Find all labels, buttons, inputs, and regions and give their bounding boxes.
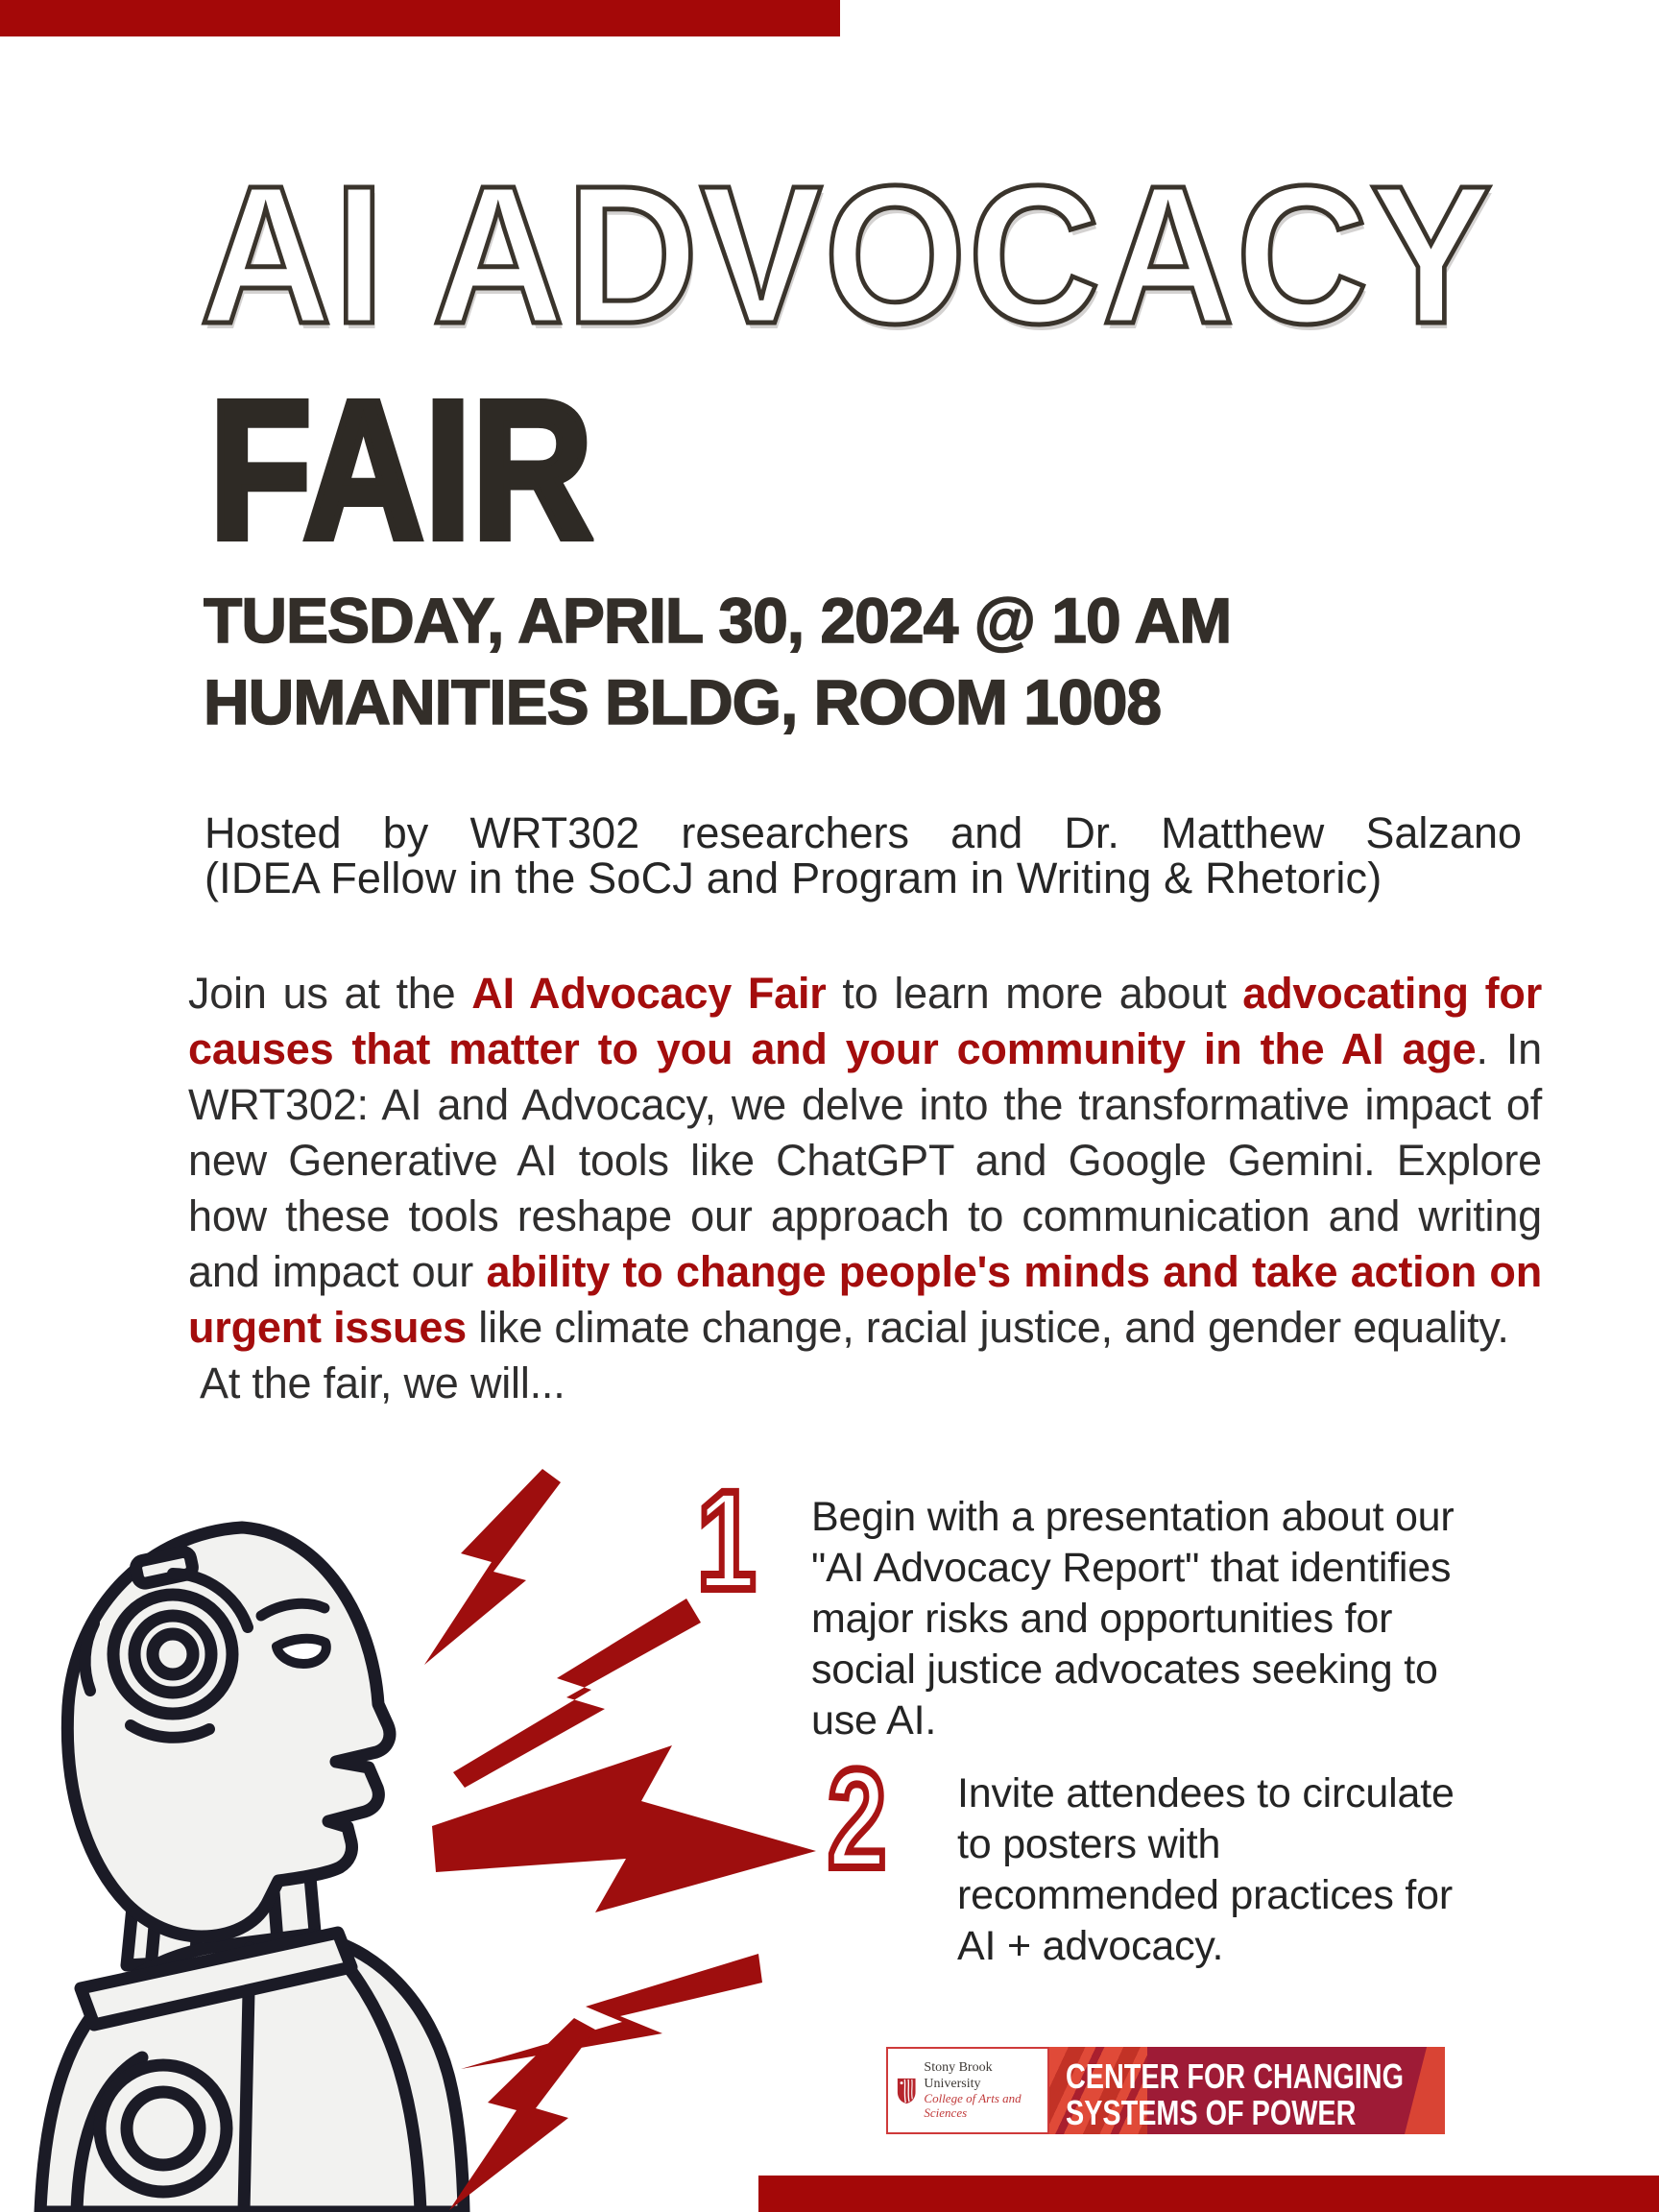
university-logo (886, 2047, 1049, 2134)
intro-seg-highlight: AI Advocacy Fair (471, 969, 827, 1018)
intro-seg-highlight: ability to change people's minds and take action on urgent issues (188, 1247, 1542, 1352)
intro-seg: Join us at the (188, 969, 472, 1018)
lightning-bolts-icon (365, 1392, 864, 2212)
top-accent-bar (0, 0, 840, 36)
college-name: College of Arts and Sciences (924, 2090, 1022, 2120)
intro-seg: like climate change, racial justice, and gender equality. (467, 1303, 1509, 1352)
hosted-by-line1: Hosted by WRT302 researchers and Dr. Matthew Salzano (204, 808, 1522, 857)
event-location: HUMANITIES BLDG, ROOM 1008 (204, 666, 1162, 737)
intro-paragraph-text (188, 966, 1542, 1356)
hosted-by-line2: (IDEA Fellow in the SoCJ and Program in Writing & Rhetoric) (204, 854, 1382, 902)
intro-paragraph (188, 966, 1542, 1411)
event-date-location (204, 580, 1231, 743)
center-banner-line2: SYSTEMS OF POWER (1066, 2093, 1357, 2132)
bottom-accent-bar (758, 2176, 1659, 2212)
step-number-1: 1 (697, 1462, 757, 1620)
closing-line: At the fair, we will... (200, 1358, 565, 1407)
sbu-shield-icon (896, 2076, 917, 2106)
lightning-bolt-icon (424, 1469, 561, 1665)
page-title-outline: AI ADVOCACY (200, 145, 1495, 365)
intro-seg: to learn more about (826, 969, 1243, 1018)
step-number-2: 2 (828, 1741, 887, 1898)
center-banner-text (1066, 2058, 1404, 2131)
event-date: TUESDAY, APRIL 30, 2024 @ 10 AM (204, 585, 1232, 656)
center-banner-line1: CENTER FOR CHANGING (1066, 2056, 1404, 2096)
intro-seg-highlight: advocating for causes that matter to you and your community in the AI age (188, 969, 1543, 1073)
intro-seg: . In WRT302: AI and Advocacy, we delve into the transformative impact of new Generative AI tools like ChatGPT and Google Gemini. Explore how these tools reshape our approach to communication and writing and impact our (188, 1024, 1543, 1296)
step-2-text: Invite attendees to circulate to posters with recommended practices for AI + advocacy. (957, 1770, 1455, 1969)
step-1-text: Begin with a presentation about our "AI Advocacy Report" that identifies major risks and opportunities for social justice advocates seeking to use AI. (811, 1494, 1455, 1743)
university-name: Stony Brook University (924, 2060, 993, 2091)
page-title-solid: FAIR (209, 360, 594, 580)
center-banner (1049, 2047, 1445, 2134)
hosted-by (204, 810, 1522, 901)
lightning-bolt-icon (461, 1954, 762, 2069)
banner-wedge-decoration (1405, 2047, 1445, 2134)
lightning-bolt-icon (449, 2018, 595, 2210)
